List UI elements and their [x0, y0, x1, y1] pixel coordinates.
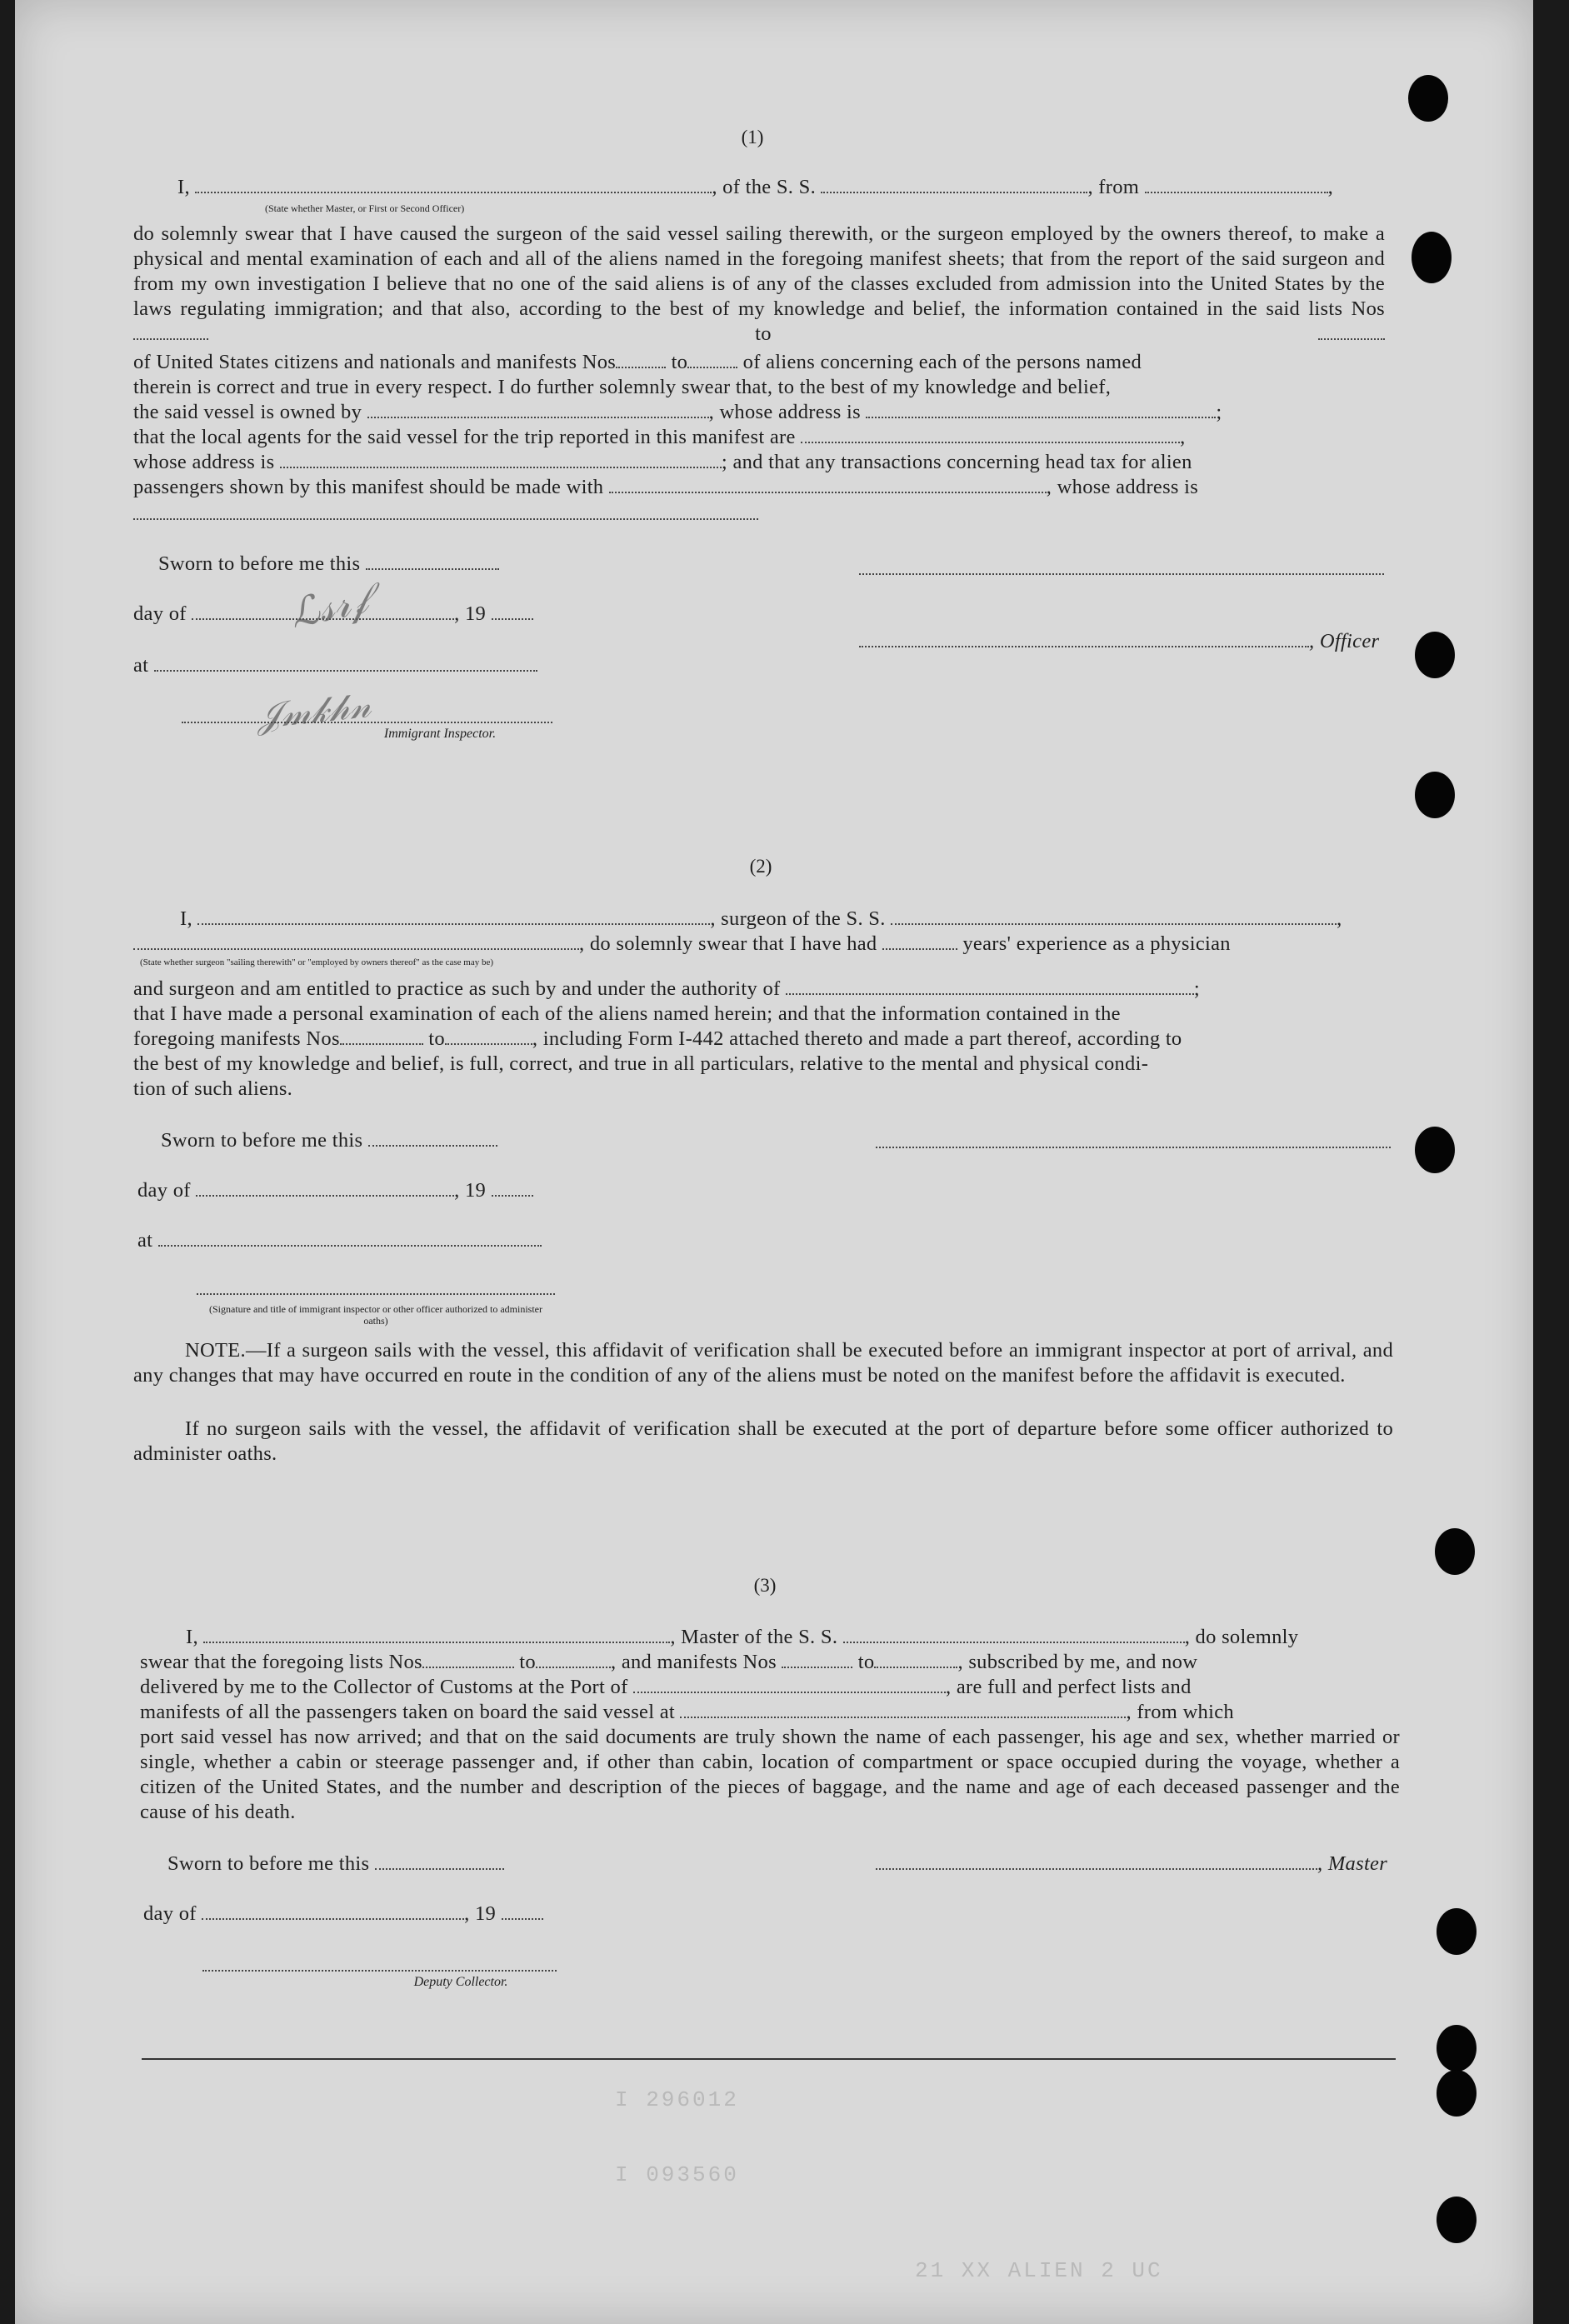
s1-line11: that the local agents for the said vessel for the trip reported in this manifest are , — [133, 426, 1186, 448]
s2-day-field[interactable] — [196, 1178, 454, 1197]
s3-master-line: , Master — [876, 1852, 1387, 1877]
s3-line1: I, , Master of the S. S. , do solemnly — [186, 1626, 1299, 1648]
s2-at-field[interactable] — [158, 1228, 542, 1247]
s1-manifests-to-field[interactable] — [687, 350, 737, 368]
s2-caption-inspector: (Signature and title of immigrant inspector or other officer authorized to administer oaths) — [209, 1303, 542, 1327]
s2-caption-surgeon: (State whether surgeon "sailing therewith" or "employed by owners thereof" as the case may be) — [140, 957, 494, 967]
s1-inspector-signature-line[interactable] — [182, 722, 552, 723]
s1-sworn-day-field[interactable] — [366, 552, 499, 570]
s3-year-field[interactable] — [502, 1902, 543, 1920]
s1-local-agents-field[interactable] — [801, 425, 1180, 443]
s3-manifests-from-field[interactable] — [782, 1650, 852, 1668]
s2-line1: I, , surgeon of the S. S. , — [180, 907, 1342, 930]
s2-sworn: Sworn to before me this — [161, 1128, 497, 1153]
s3-embark-port-field[interactable] — [680, 1700, 1126, 1718]
s1-address-field[interactable] — [133, 518, 758, 520]
s2-line5: foregoing manifests Nos to , including Form I-442 attached thereto and made a part thereof, according to — [133, 1027, 1182, 1050]
bleed-through-text: I 296012 — [615, 2087, 739, 2112]
s1-handwritten-signature: ℒ𝓈𝓇𝒻 — [286, 575, 372, 638]
s2-line7: tion of such aliens. — [133, 1077, 293, 1100]
s2-inspector-signature-line[interactable] — [197, 1293, 555, 1295]
s3-line3: delivered by me to the Collector of Customs at the Port of , are full and perfect lists and — [140, 1676, 1192, 1698]
s3-line4: manifests of all the passengers taken on board the said vessel at , from which — [140, 1701, 1234, 1723]
s3-sworn-day-field[interactable] — [375, 1852, 504, 1870]
s2-line2: , do solemnly swear that I have had years' experience as a physician — [133, 932, 1392, 957]
s2-vessel-field[interactable] — [891, 907, 1337, 925]
section-2-number: (2) — [749, 856, 772, 877]
section-1-number: (1) — [741, 127, 764, 147]
s2-note-2: If no surgeon sails with the vessel, the affidavit of verification shall be executed at the port of departure before some officer authorized to administer oaths. — [133, 1417, 1393, 1465]
s2-line3: and surgeon and am entitled to practice as such by and under the authority of ; — [133, 977, 1201, 1000]
punch-hole — [1435, 1528, 1475, 1575]
s1-head-tax-party-field[interactable] — [609, 475, 1047, 493]
s1-caption-officer: (State whether Master, or First or Second Officer) — [265, 202, 465, 214]
s1-officer-signature-field[interactable] — [859, 629, 1309, 647]
s1-lists-from-field[interactable] — [133, 322, 208, 340]
s1-line9: therein is correct and true in every respect. I do further solemnly swear that, to the best of my knowledge and belief, — [133, 376, 1112, 398]
s1-inspector-caption: Immigrant Inspector. — [383, 727, 497, 741]
s2-note-1: NOTE.—If a surgeon sails with the vessel, this affidavit of verification shall be executed before an immigrant inspector at port of arrival, and any changes that may have occurred en route in the condition of any of the aliens must be noted on the manifest before the affidavit is executed. — [133, 1339, 1393, 1387]
s3-lists-to-field[interactable] — [536, 1650, 611, 1668]
s1-ss-label: , of the S. S. — [712, 176, 816, 198]
s2-manifests-to-field[interactable] — [445, 1027, 532, 1045]
s1-from-label: , from — [1087, 176, 1140, 198]
s3-paragraph: port said vessel has now arrived; and that on the said documents are truly shown the name of each passenger, his age and sex, whether married or single, whether a cabin or steerage passenger and, if other than cabin, location of compartment or space occupied during the voyage, whether a citizen of the United States, and the number and description of the pieces of baggage, and the name and age of each deceased passenger and the cause of his death. — [140, 1726, 1400, 1823]
s2-surgeon-type-field[interactable] — [133, 932, 579, 950]
s1-sworn: Sworn to before me this — [158, 552, 499, 577]
s1-agents-address-field[interactable] — [280, 450, 722, 468]
s1-officer-line: , Officer — [859, 629, 1379, 654]
bleed-through-text: 21 XX ALIEN 2 UC — [915, 2258, 1163, 2283]
s1-owner-address-field[interactable] — [866, 400, 1216, 418]
s3-deputy-signature-line[interactable] — [202, 1970, 557, 1972]
s1-i-label: I, — [177, 176, 190, 198]
punch-hole — [1415, 772, 1455, 818]
punch-hole — [1437, 2070, 1477, 2117]
s1-owner-field[interactable] — [367, 400, 709, 418]
s1-at: at — [133, 653, 537, 678]
s1-at-field[interactable] — [154, 653, 537, 672]
s3-vessel-field[interactable] — [843, 1625, 1185, 1643]
s3-master-name-field[interactable] — [203, 1625, 670, 1643]
s2-authority-field[interactable] — [786, 977, 1194, 995]
s1-line13: passengers shown by this manifest should be made with , whose address is — [133, 476, 1199, 498]
punch-hole — [1412, 232, 1452, 283]
s1-line12: whose address is ; and that any transactions concerning head tax for alien — [133, 451, 1192, 473]
document-page — [15, 0, 1533, 2324]
punch-hole — [1415, 632, 1455, 678]
section-3-number: (3) — [753, 1575, 777, 1596]
s1-inspector-signature: 𝒥𝓂𝓀𝒽𝓃 — [254, 683, 373, 737]
s1-manifests-from-field[interactable] — [616, 350, 666, 368]
punch-hole — [1437, 2197, 1477, 2243]
s1-year-field[interactable] — [492, 602, 533, 620]
s3-day-field[interactable] — [202, 1902, 464, 1920]
s3-line2: swear that the foregoing lists Nos to , and manifests Nos to , subscribed by me, and now — [140, 1651, 1198, 1673]
s2-at: at — [137, 1228, 542, 1253]
s1-vessel-field[interactable] — [821, 175, 1087, 193]
punch-hole — [1437, 1908, 1477, 1955]
s1-officer-signature-line-top[interactable] — [859, 573, 1384, 575]
s2-day: day of , 19 — [137, 1178, 533, 1203]
punch-hole — [1408, 75, 1448, 122]
punch-hole — [1415, 1127, 1455, 1173]
s3-lists-from-field[interactable] — [422, 1650, 514, 1668]
s2-line4: that I have made a personal examination of each of the aliens named herein; and that the information contained in the — [133, 1002, 1121, 1025]
s1-paragraph: do solemnly swear that I have caused the surgeon of the said vessel sailing therewith, or the surgeon employed by the owners thereof, to make a physical and mental examination of each and all of the aliens named in the foregoing manifest sheets; that from the report of the said surgeon and from my own investigation I believe that no one of the said aliens is of any of the classes excluded from admission into the United States by the laws regulating immigration; and that also, according to the best of my knowledge and belief, the information contained in the said lists Nos to — [133, 222, 1385, 345]
s2-manifests-from-field[interactable] — [340, 1027, 423, 1045]
s2-year-field[interactable] — [492, 1178, 533, 1197]
s3-deputy-caption: Deputy Collector. — [413, 1975, 508, 1989]
s2-sworn-day-field[interactable] — [368, 1128, 497, 1147]
s2-line6: the best of my knowledge and belief, is full, correct, and true in all particulars, relative to the mental and physical condi- — [133, 1052, 1149, 1075]
s2-surgeon-signature-line[interactable] — [876, 1147, 1391, 1148]
bottom-rule — [142, 2058, 1396, 2060]
s3-manifests-to-field[interactable] — [874, 1650, 957, 1668]
punch-hole — [1437, 2025, 1477, 2072]
s2-surgeon-name-field[interactable] — [197, 907, 710, 925]
s3-master-signature-field[interactable] — [876, 1852, 1317, 1870]
s1-line8: of United States citizens and nationals and manifests Nos to of aliens concerning each of the persons named — [133, 351, 1142, 373]
s3-port-field[interactable] — [633, 1675, 946, 1693]
s1-from-field[interactable] — [1145, 175, 1328, 193]
s3-sworn: Sworn to before me this — [167, 1852, 504, 1877]
s1-line1: I, , of the S. S. , from , — [177, 176, 1333, 198]
s1-lists-to-field[interactable] — [1318, 322, 1385, 340]
s2-years-field[interactable] — [882, 932, 957, 950]
s1-day: day of , 19 — [133, 602, 533, 627]
s3-day: day of , 19 — [143, 1902, 543, 1927]
s1-officer-name-field[interactable] — [195, 175, 712, 193]
s1-line10: the said vessel is owned by , whose address is ; — [133, 401, 1222, 423]
bleed-through-text: I 093560 — [615, 2162, 739, 2187]
